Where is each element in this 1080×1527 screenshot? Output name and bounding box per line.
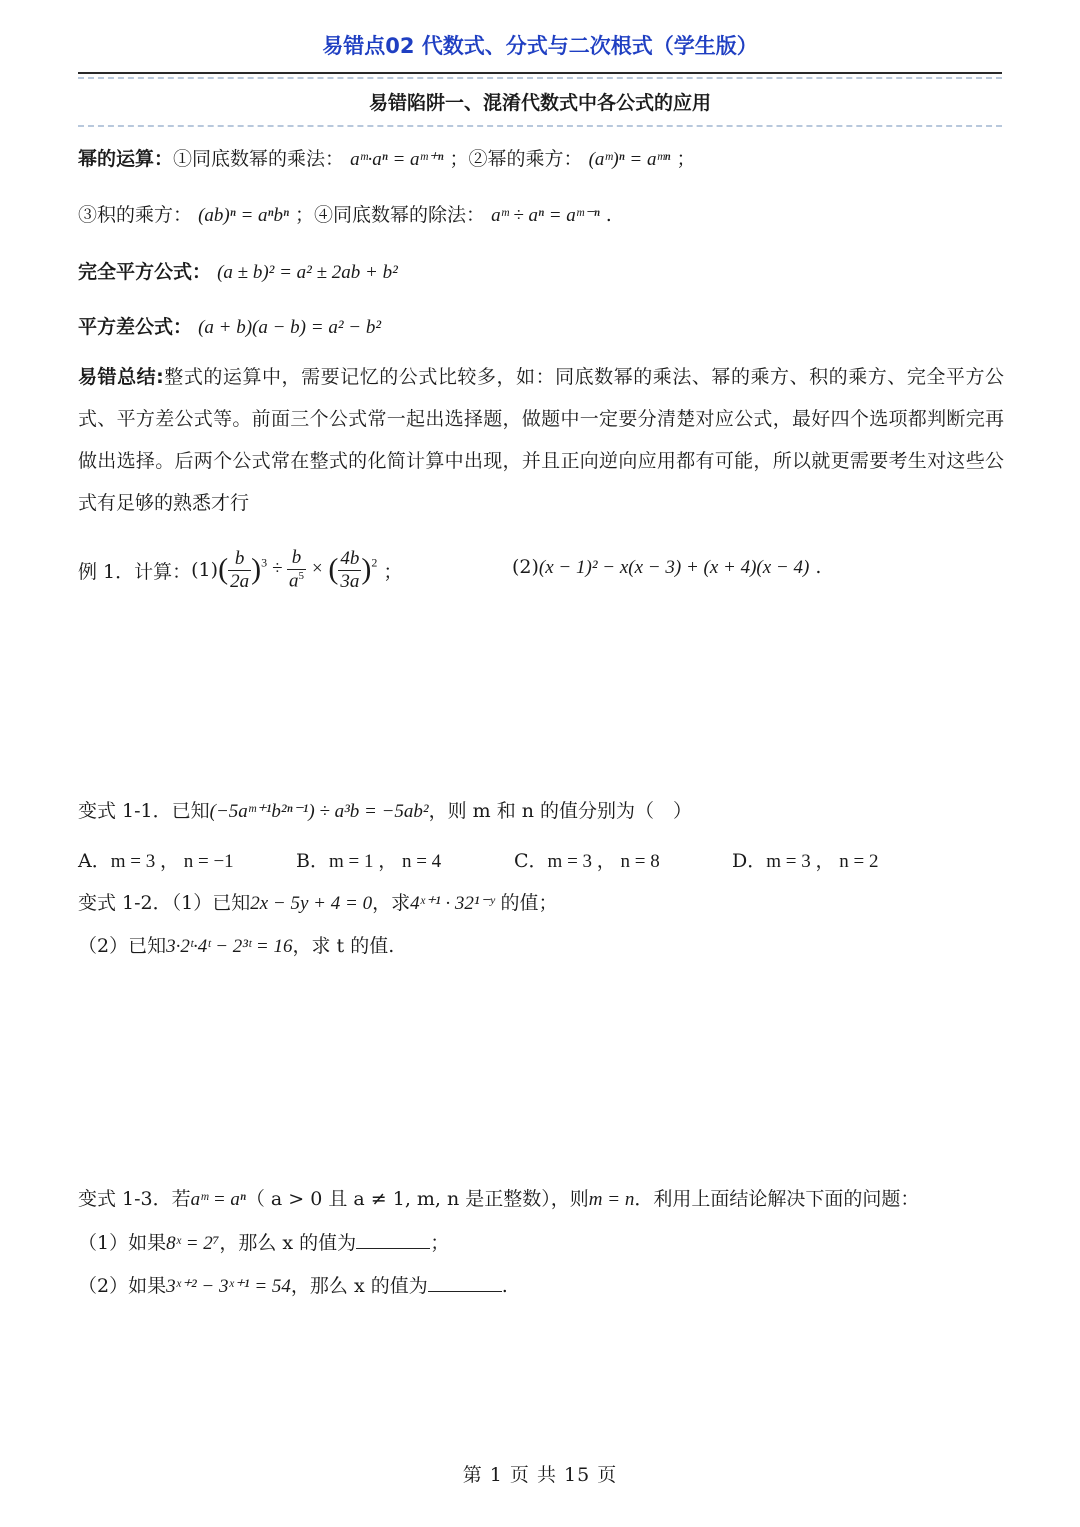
same-base-div-label: ；④同底数幂的除法： (295, 204, 486, 226)
option-c-letter: C． (514, 850, 548, 872)
same-base-mult-formula: aᵐ·aⁿ = aᵐ⁺ⁿ (350, 149, 444, 170)
option-a-letter: A． (78, 850, 111, 872)
same-base-mult-label: ①同底数幂的乘法： (173, 148, 345, 170)
power-of-power-label: ；②幂的乘方： (449, 148, 583, 170)
example-1-part2-tail: . (815, 556, 822, 578)
variant-1-2-part2-expression: 3·2ᵗ·4ᵗ − 2³ᵗ = 16 (166, 936, 293, 957)
example-1-part1-expression: ( $\frac{b}{2a}$ )$^3$ ÷ $\frac{b}{a^5}$ × ( $\frac{4b}{3a}$ )$^2$ (218, 547, 378, 592)
power-rules-line-2 (78, 200, 612, 227)
perfect-square-line (78, 257, 398, 284)
option-d (732, 846, 878, 873)
error-summary-label: 易错总结: (78, 366, 164, 388)
section-title: 易错陷阱一、混淆代数式中各公式的应用 (368, 92, 711, 114)
option-d-letter: D． (732, 850, 767, 872)
option-b (296, 846, 441, 873)
semicolon: ； (676, 148, 696, 170)
variant-1-2-label: 变式 1-2．（1）已知 (78, 892, 251, 914)
variant-1-2-part1 (78, 888, 558, 915)
variant-1-2-tail: 的值； (500, 892, 558, 914)
error-summary-paragraph (78, 356, 1004, 524)
option-d-value: m = 3 ， n = 2 (766, 851, 879, 872)
variant-1-3-label: 变式 1-3．若 (78, 1188, 191, 1210)
variant-1-3-condition: aᵐ = aⁿ (190, 1189, 246, 1210)
section-dashed-rule (78, 125, 1002, 127)
variant-1-3-instruction: ．利用上面结论解决下面的问题： (634, 1188, 920, 1210)
variant-1-3-question-2 (78, 1271, 508, 1298)
variant-1-3-q2-expression: 3ˣ⁺² − 3ˣ⁺¹ = 54 (166, 1276, 291, 1297)
variant-1-2-part2-tail: ，求 t 的值. (292, 935, 395, 957)
example-1-part1-prefix: (1) (191, 559, 219, 581)
document-header-title: 易错点02 代数式、分式与二次根式（学生版） (322, 34, 758, 58)
page-footer: 第 1 页 共 15 页 (462, 1464, 618, 1486)
variant-1-2-target: 4ˣ⁺¹ · 32¹⁻ʸ (410, 893, 495, 914)
example-1-label: 例 1．计算： (78, 560, 192, 583)
variant-1-3-q2-end: . (501, 1275, 508, 1297)
variant-1-1-question (78, 796, 692, 823)
error-summary-text: 整式的运算中，需要记忆的公式比较多，如：同底数幂的乘法、幂的乘方、积的乘方、完全平方公式、平方差公式等。前面三个公式常一起出选择题，做题中一定要分清楚对应公式，最好四个选项都判断完再做出选择。后两个公式常在整式的化简计算中出现，并且正向逆向应用都有可能，所以就更需要考生对这些公式有足够的熟悉才行 (78, 366, 1004, 514)
variant-1-3-q1-expression: 8ˣ = 2⁷ (166, 1233, 220, 1254)
answer-blank (428, 1275, 502, 1292)
power-rules-line-1 (78, 144, 695, 171)
example-1-part2-expression: (x − 1)² − x(x − 3) + (x + 4)(x − 4) (538, 557, 810, 578)
difference-of-squares-line (78, 312, 381, 339)
variant-1-3-conclusion: m = n (588, 1189, 635, 1210)
example-1-part2-prefix: (2) (512, 556, 539, 578)
option-c (514, 846, 660, 873)
variant-1-3-question-1 (78, 1228, 449, 1255)
power-rules-label: 幂的运算： (78, 148, 174, 170)
example-1-line (78, 540, 402, 600)
variant-1-3-q1-prefix: （1）如果 (78, 1232, 167, 1254)
option-c-value: m = 3 ， n = 8 (547, 851, 660, 872)
power-of-power-formula: (aᵐ)ⁿ = aᵐⁿ (588, 149, 671, 170)
perfect-square-label: 完全平方公式： (78, 261, 212, 283)
variant-1-2-condition: 2x − 5y + 4 = 0 (250, 893, 373, 914)
variant-1-2-ask: ，求 (372, 892, 411, 914)
same-base-div-formula: aᵐ ÷ aⁿ = aᵐ⁻ⁿ (491, 205, 600, 226)
variant-1-3-condition-text: （ a > 0 且 a ≠ 1, m, n 是正整数），则 (245, 1188, 589, 1210)
product-power-label: ③积的乘方： (78, 204, 193, 226)
product-power-formula: (ab)ⁿ = aⁿbⁿ (198, 205, 289, 226)
difference-of-squares-formula: (a + b)(a − b) = a² − b² (198, 317, 382, 338)
variant-1-2-part2-prefix: （2）已知 (78, 935, 167, 957)
option-a-value: m = 3 ， n = −1 (110, 851, 234, 872)
header-rule (78, 72, 1002, 74)
perfect-square-formula: (a ± b)² = a² ± 2ab + b² (217, 262, 398, 283)
option-b-letter: B． (296, 850, 329, 872)
variant-1-3-q1-end: ； (430, 1232, 450, 1254)
variant-1-1-question-text: ，则 m 和 n 的值分别为（ ） (428, 800, 693, 822)
variant-1-2-part2 (78, 931, 394, 958)
variant-1-3-q2-tail: ，那么 x 的值为 (290, 1275, 428, 1297)
answer-blank (356, 1232, 430, 1249)
period: . (605, 204, 612, 226)
variant-1-3-q2-prefix: （2）如果 (78, 1275, 167, 1297)
option-a (78, 846, 234, 873)
header-dashed-rule (78, 77, 1002, 79)
example-1-part1-tail: ； (383, 560, 403, 583)
variant-1-1-expression: (−5aᵐ⁺¹b²ⁿ⁻¹) ÷ a³b = −5ab² (209, 801, 429, 822)
variant-1-1-label: 变式 1-1．已知 (78, 800, 210, 822)
example-1-part2 (512, 556, 821, 579)
variant-1-3-intro (78, 1184, 919, 1211)
difference-of-squares-label: 平方差公式： (78, 316, 193, 338)
variant-1-3-q1-tail: ，那么 x 的值为 (219, 1232, 357, 1254)
option-b-value: m = 1 ， n = 4 (328, 851, 442, 872)
